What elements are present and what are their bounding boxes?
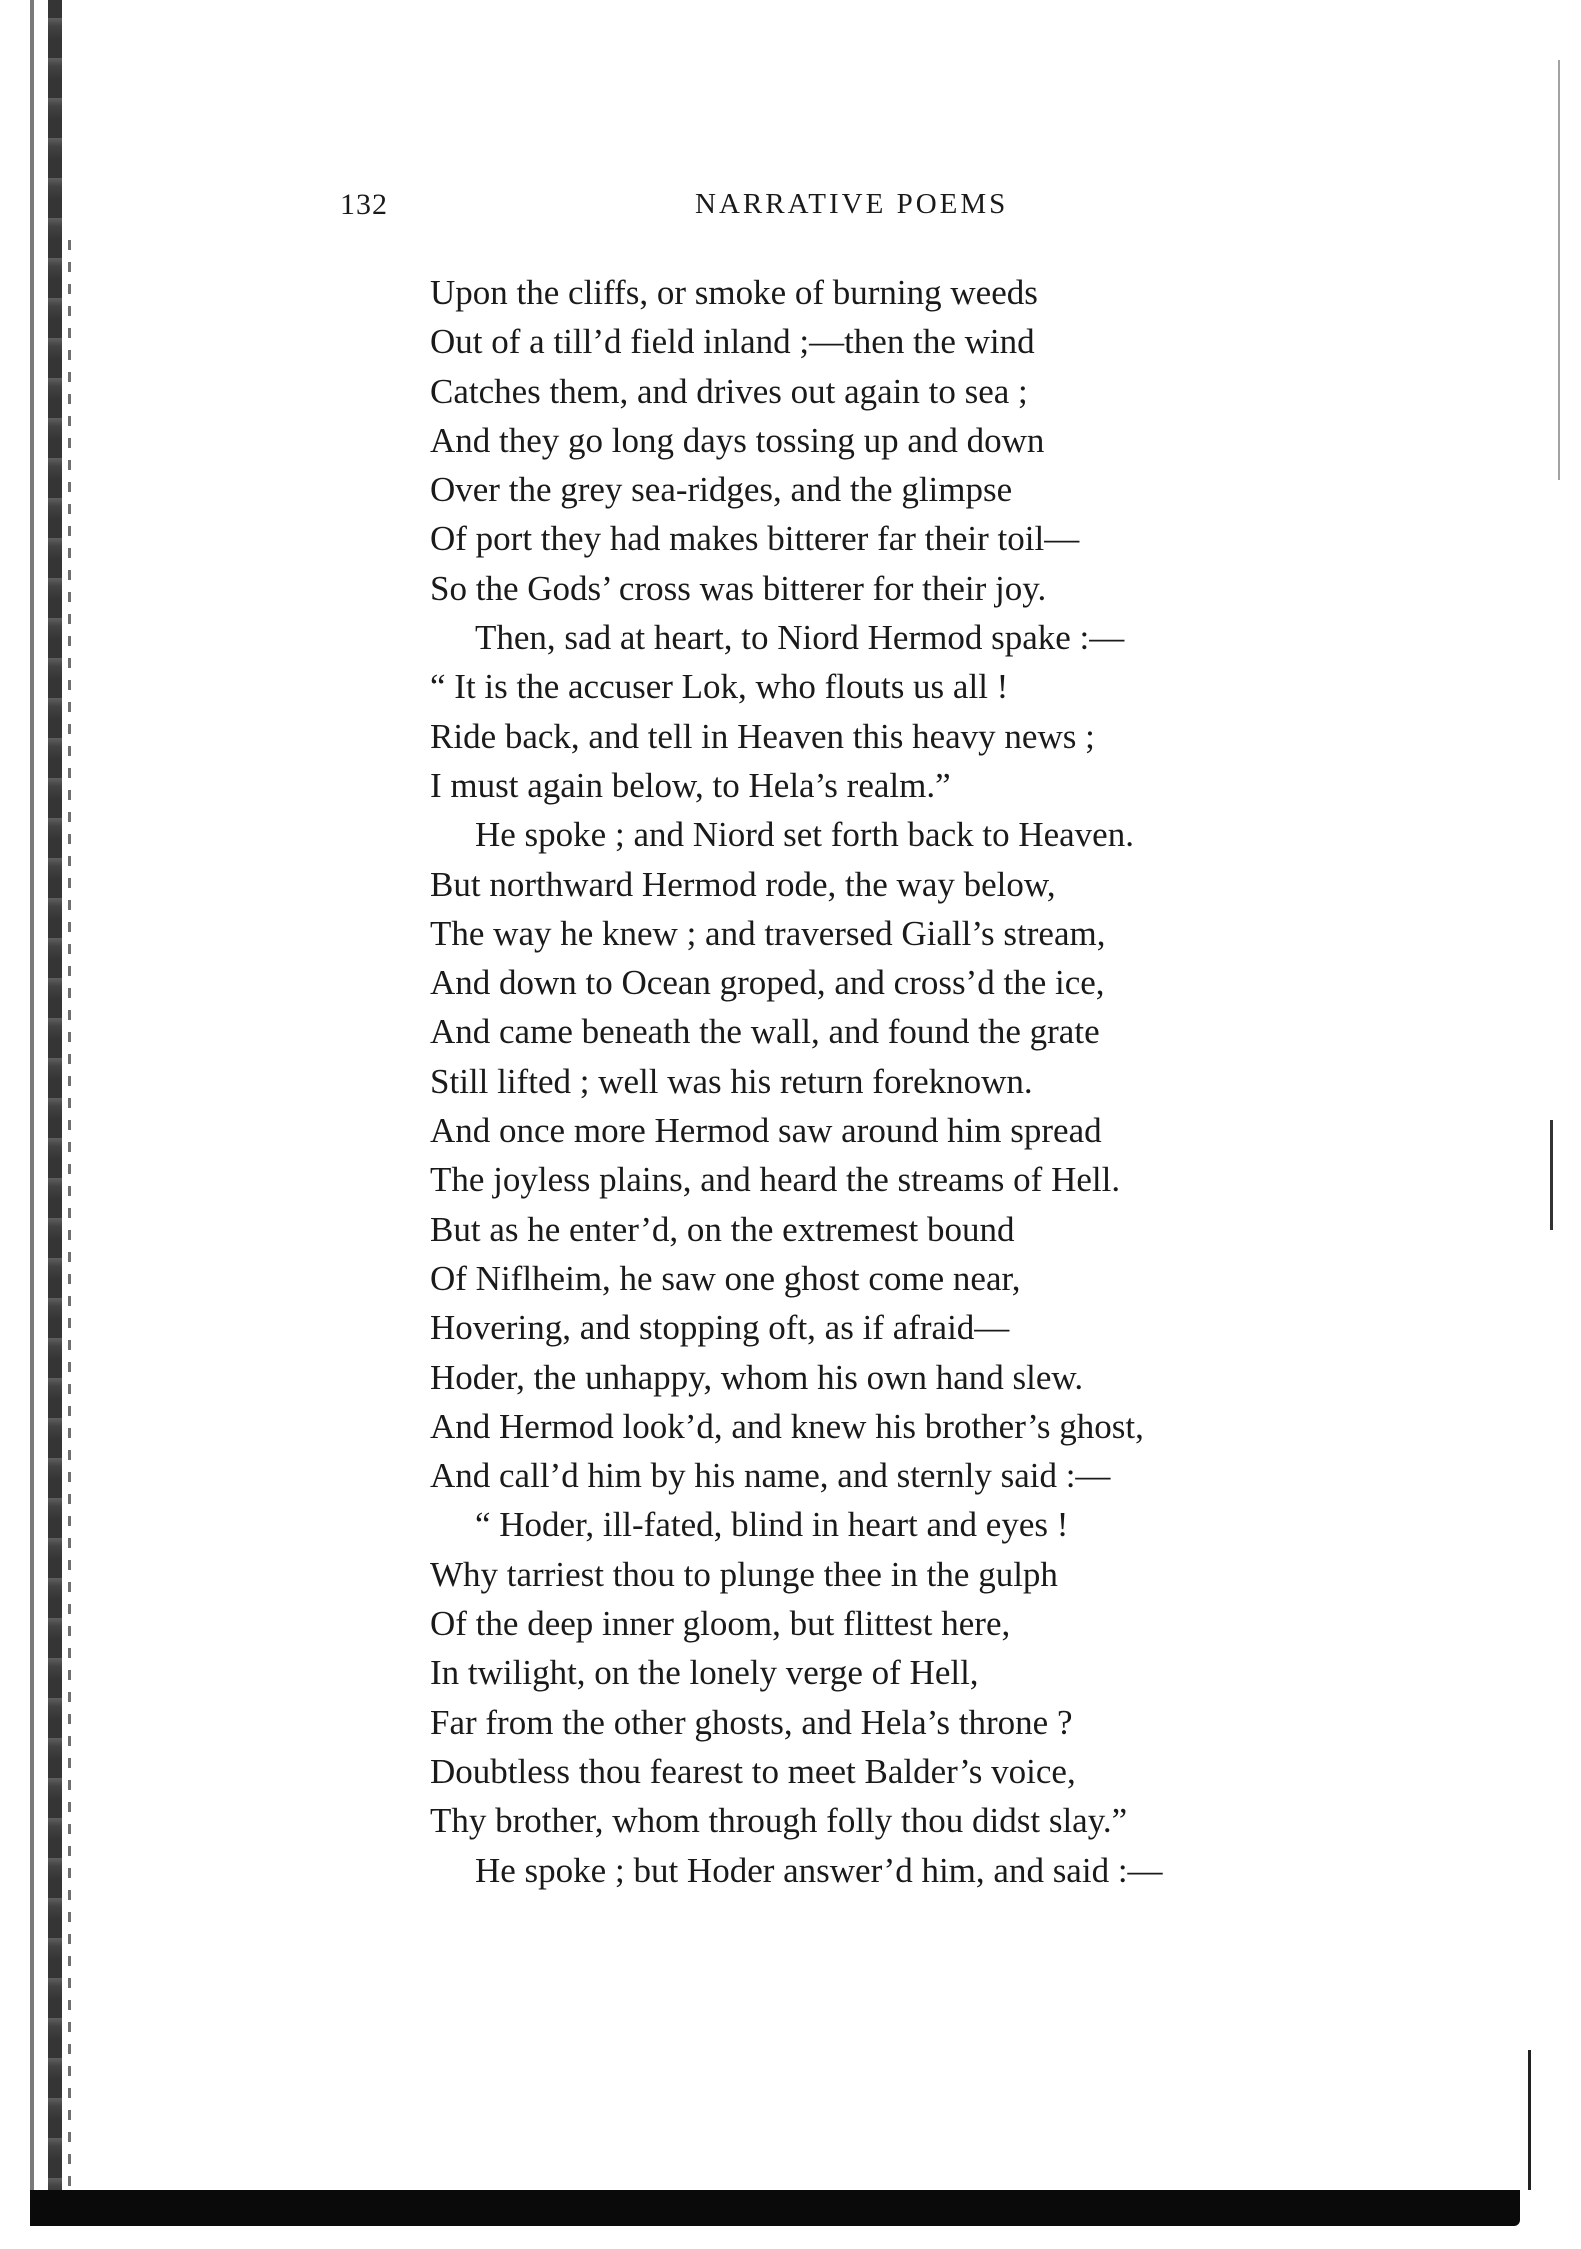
poem-line: Doubtless thou fearest to meet Balder’s voice, (430, 1751, 1076, 1791)
poem-line: But northward Hermod rode, the way below, (430, 864, 1056, 904)
poem-line: Why tarriest thou to plunge thee in the gulph (430, 1554, 1058, 1594)
poem-line: And they go long days tossing up and down (430, 420, 1045, 460)
scan-bottom-edge (30, 2190, 1520, 2226)
poem-line: In twilight, on the lonely verge of Hell, (430, 1653, 979, 1693)
poem-line: Ride back, and tell in Heaven this heavy news ; (430, 716, 1095, 756)
binding-shadow (30, 0, 34, 2220)
poem-line: He spoke ; but Hoder answer’d him, and said :— (475, 1850, 1163, 1890)
poem-line: But as he enter’d, on the extremest bound (430, 1209, 1015, 1249)
page-header (340, 188, 1060, 228)
page-number: 132 (340, 188, 388, 221)
poem-line: Then, sad at heart, to Niord Hermod spake :— (475, 618, 1125, 658)
poem-line: Of the deep inner gloom, but flittest here, (430, 1604, 1011, 1644)
poem-line: Catches them, and drives out again to sea ; (430, 371, 1028, 411)
poem-line: Over the grey sea-ridges, and the glimpse (430, 470, 1013, 510)
poem-line: I must again below, to Hela’s realm.” (430, 765, 951, 805)
right-margin-mark (1558, 60, 1560, 480)
poem-line: So the Gods’ cross was bitterer for their joy. (430, 568, 1047, 608)
poem-line: Of Niflheim, he saw one ghost come near, (430, 1258, 1021, 1298)
poem-line: “ Hoder, ill-fated, blind in heart and eyes ! (475, 1505, 1069, 1545)
poem-line: The way he knew ; and traversed Giall’s stream, (430, 913, 1106, 953)
poem-line: Hoder, the unhappy, whom his own hand slew. (430, 1357, 1084, 1397)
poem-line: The joyless plains, and heard the streams of Hell. (430, 1160, 1121, 1200)
right-margin-mark (1528, 2050, 1531, 2190)
poem-line: Far from the other ghosts, and Hela’s throne ? (430, 1702, 1073, 1742)
poem-line: He spoke ; and Niord set forth back to Heaven. (475, 815, 1134, 855)
poem-line: Hovering, and stopping oft, as if afraid— (430, 1308, 1010, 1348)
poem-line: Of port they had makes bitterer far their toil— (430, 519, 1080, 559)
poem-line: Upon the cliffs, or smoke of burning weeds (430, 273, 1038, 312)
running-head: NARRATIVE POEMS (695, 188, 1009, 220)
poem-body (430, 268, 1490, 1895)
binding-edge (48, 0, 62, 2200)
poem-line: And came beneath the wall, and found the grate (430, 1012, 1100, 1052)
right-margin-mark (1550, 1120, 1553, 1230)
poem-line: And down to Ocean groped, and cross’d the ice, (430, 963, 1105, 1003)
poem-line: And Hermod look’d, and knew his brother’s ghost, (430, 1406, 1144, 1446)
poem-line: And call’d him by his name, and sternly said :— (430, 1456, 1111, 1496)
poem-line: Out of a till’d field inland ;—then the wind (430, 322, 1035, 362)
poem-line: And once more Hermod saw around him spread (430, 1111, 1102, 1151)
binding-stitching (68, 240, 71, 2200)
poem-line: “ It is the accuser Lok, who flouts us all ! (430, 667, 1009, 707)
poem-line: Thy brother, whom through folly thou didst slay.” (430, 1801, 1128, 1841)
poem-line: Still lifted ; well was his return foreknown. (430, 1061, 1033, 1101)
